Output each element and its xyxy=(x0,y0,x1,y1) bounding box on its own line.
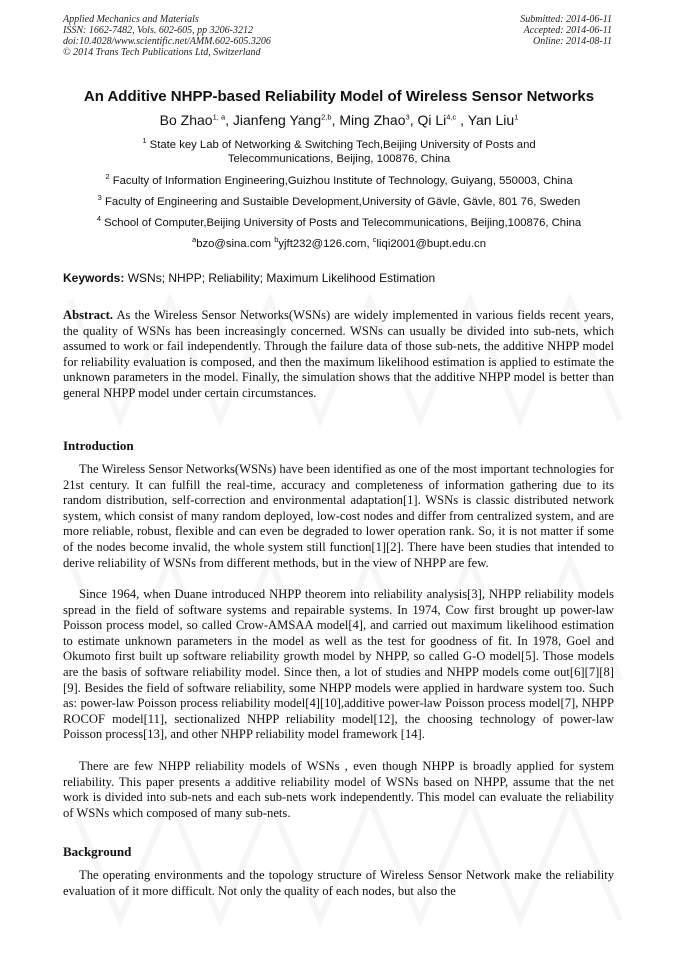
author-name: Jianfeng Yang xyxy=(232,112,322,128)
keywords-label: Keywords: xyxy=(63,271,125,285)
affiliation-4: $^4$ School of Computer,Beijing University of Posts and Telecommunications, Beijing,100876, China xyxy=(96,214,582,229)
background-paragraph-1: The operating environments and the topology structure of Wireless Sensor Network make the reliability evaluation of it more difficult. Not only the quality of each nodes, but also the xyxy=(63,868,614,898)
abstract-label: Abstract. xyxy=(63,308,114,322)
copyright-line: © 2014 Trans Tech Publications Ltd, Switzerland xyxy=(63,47,261,58)
abstract-text: As the Wireless Sensor Networks(WSNs) are widely implemented in various fields recent years, the quality of WSNs has been increasingly concerned. WSNs can usually be divided into sub-nets, which assumed to work or fail independently. Through the failure data of those sub-nets, the additive NHPP model for reliability evaluation is composed, and then the maximum likelihood estimation is applied to estimate the unknown parameters in the model. Finally, the simulation shows that the additive NHPP model is better than general NHPP model under certain circumstances. xyxy=(63,308,614,400)
intro-paragraph-3: There are few NHPP reliability models of WSNs , even though NHPP is broadly applied for system reliability. This paper presents a additive reliability model of WSNs based on NHPP, assume that the net work is divided into sub-nets and each sub-nets work independently. This model can evaluate the reliability of WSNs which composed of many sub-nets. xyxy=(63,759,614,820)
accepted-date: Accepted: 2014-06-11 xyxy=(523,25,612,36)
author-name: Bo Zhao xyxy=(159,112,213,128)
submitted-date: Submitted: 2014-06-11 xyxy=(520,14,612,25)
abstract xyxy=(63,308,614,402)
author-superscript: 3 xyxy=(405,112,410,122)
section-heading-background: Background xyxy=(63,844,132,859)
keywords-text: WSNs; NHPP; Reliability; Maximum Likelihood Estimation xyxy=(127,271,436,285)
intro-paragraph-1: The Wireless Sensor Networks(WSNs) have been identified as one of the most important technologies for 21st century. It can fulfill the real-time, accuracy and completeness of information gathering due to its random distribution, self-correction and environmental adaptation[1]. WSNs is classic distributed network system, which consist of many random deployed, low-cost nodes and differ from centralized system, and are more reliable, robust, flexible and can even be degraded to lower operation rank. So, it is not matter if some of the nodes become invalid, the whole system still function[1][2]. There have been studies that intended to derive reliability of WSNs from different methods, but in the view of NHPP are few. xyxy=(63,462,614,570)
email-link[interactable]: bzo@sina.com xyxy=(196,238,272,250)
author-superscript: 2,b xyxy=(321,112,332,122)
affiliation-1: $^1$ State key Lab of Networking & Switching Tech,Beijing University of Posts and Telecommunications, Beijing, 100876, China xyxy=(142,136,536,165)
journal-info xyxy=(63,14,271,58)
author-superscript: 4,c xyxy=(446,112,457,122)
author-name: Ming Zhao xyxy=(339,112,406,128)
issn-line: ISSN: 1662-7482, Vols. 602-605, pp 3206-3212 xyxy=(63,25,253,36)
email-list: $^a$bzo@sina.com $^b$yjft232@126.com, $^c$liqi2001@bupt.edu.cn xyxy=(192,235,486,250)
doi-line: doi:10.4028/www.scientific.net/AMM.602-605.3206 xyxy=(63,36,271,47)
author-name: Qi Li xyxy=(417,112,447,128)
online-date: Online: 2014-08-11 xyxy=(533,36,612,47)
affiliation-2: $^2$ Faculty of Information Engineering,Guizhou Institute of Technology, Guiyang, 550003, China xyxy=(105,172,573,187)
intro-paragraph-2: Since 1964, when Duane introduced NHPP theorem into reliability analysis[3], NHPP reliability models spread in the field of software systems and repairable systems. In 1974, Cow first brought up power-law Poisson process model, so called Crow-AMSAA model[4], and carried out maximum likelihood estimation to estimate unknown parameters in the model as well as the test for goodness of fit. In 1978, Goel and Okumoto first built up software reliability growth model by NHPP, so called G-O model[5]. Those models are the basis of software reliability model. Since then, a lot of studies and NHPP models come out[6][7][8][9]. Besides the field of software reliability, some NHPP models were applied in hardware system too. Such as: power-law Poisson process reliability model[4][10],additive power-law Poisson process model[7], NHPP ROCOF model[11], sectionalized NHPP reliability model[12], the choosing technology of power-law Poisson process[13], and other NHPP reliability model framework [14]. xyxy=(63,587,614,742)
author-superscript: 1, a xyxy=(212,112,226,122)
keywords xyxy=(63,271,435,285)
author-list: Bo Zhao$^{1, a}$, Jianfeng Yang$^{2,b}$, Ming Zhao$^3$, Qi Li$^{4,c}$ , Yan Liu$^1$ xyxy=(159,112,519,128)
section-heading-introduction: Introduction xyxy=(63,438,134,453)
journal-name: Applied Mechanics and Materials xyxy=(63,14,199,25)
author-name: Yan Liu xyxy=(467,112,515,128)
author-superscript: 1 xyxy=(514,112,519,122)
paper-title: An Additive NHPP-based Reliability Model of Wireless Sensor Networks xyxy=(83,88,595,105)
affiliation-3: $^3$ Faculty of Engineering and Sustaible Development,University of Gävle, Gävle, 801 76, Sweden xyxy=(97,193,581,208)
email-link[interactable]: liqi2001@bupt.edu.cn xyxy=(376,238,486,250)
email-link[interactable]: yjft232@126.com xyxy=(278,238,367,250)
submission-dates xyxy=(520,14,612,47)
